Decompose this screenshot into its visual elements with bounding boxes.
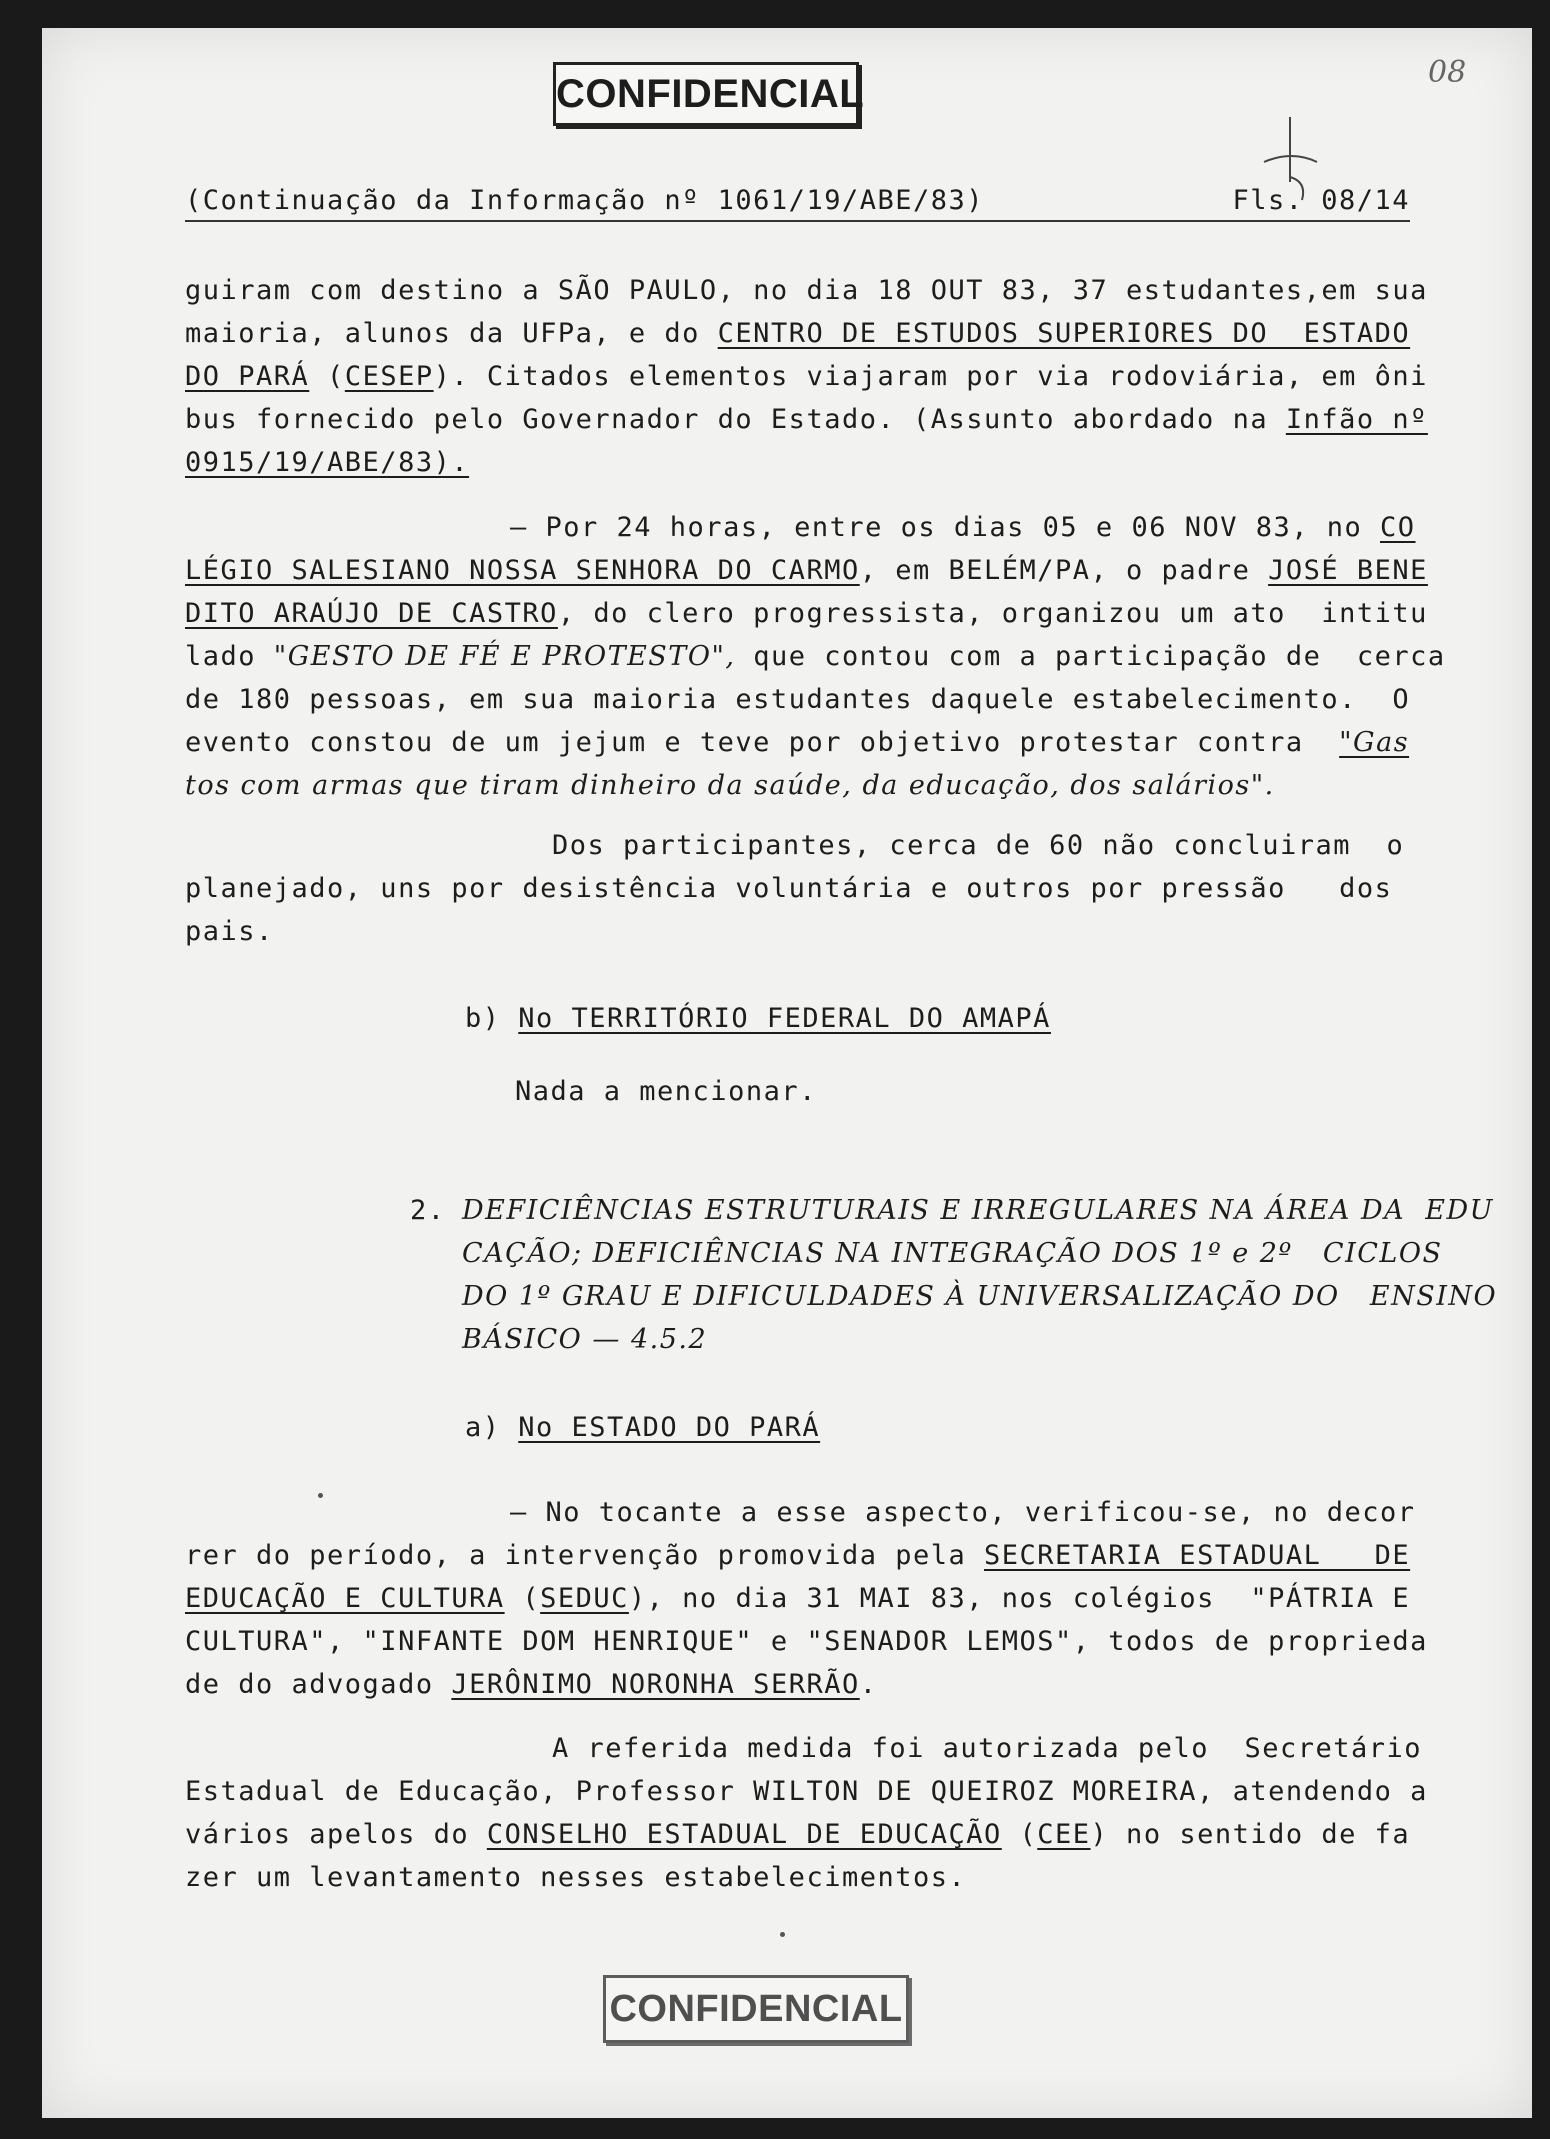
section-2-title-line4: BÁSICO — 4.5.2 [462, 1324, 708, 1355]
section-2-title-line3: DO 1º GRAU E DIFICULDADES À UNIVERSALIZAÇÃO DO ENSINO [462, 1281, 1498, 1312]
p2-line3: DITO ARAÚJO DE CASTRO, do clero progressista, organizou um ato intitu [185, 598, 1428, 629]
p5-line3: vários apelos do CONSELHO ESTADUAL DE EDUCAÇÃO (CEE) no sentido de fa [185, 1819, 1411, 1850]
handwritten-page-number: 08 [1428, 55, 1467, 90]
p2-line7: tos com armas que tiram dinheiro da saúde, da educação, dos salários". [185, 770, 1275, 801]
section-2-title-line2: CAÇÃO; DEFICIÊNCIAS NA INTEGRAÇÃO DOS 1º e 2º CICLOS [462, 1238, 1443, 1269]
p3-line1: Dos participantes, cerca de 60 não concluiram o [552, 830, 1405, 861]
p2-line4: lado "GESTO DE FÉ E PROTESTO", que contou com a participação de cerca [185, 641, 1446, 672]
p2-line1: — Por 24 horas, entre os dias 05 e 06 NOV 83, no CO [510, 512, 1416, 543]
p4-line5: de do advogado JERÔNIMO NORONHA SERRÃO. [185, 1669, 878, 1700]
p4-line4: CULTURA", "INFANTE DOM HENRIQUE" e "SENADOR LEMOS", todos de proprieda [185, 1626, 1428, 1657]
p2-line5: de 180 pessoas, em sua maioria estudantes daquele estabelecimento. O [185, 684, 1411, 715]
scan-speck [318, 1493, 323, 1498]
p5-line4: zer um levantamento nesses estabelecimentos. [185, 1862, 967, 1893]
p2-line6: evento constou de um jejum e teve por objetivo protestar contra "Gas [185, 727, 1410, 758]
p1-line5: 0915/19/ABE/83). [185, 447, 470, 478]
scan-speck [780, 1932, 785, 1937]
header-folio: Fls. 08/14 [1232, 185, 1410, 216]
p3-line3: pais. [185, 916, 274, 947]
p1-line2: maioria, alunos da UFPa, e do CENTRO DE ESTUDOS SUPERIORES DO ESTADO [185, 318, 1411, 349]
section-2-title-line1: DEFICIÊNCIAS ESTRUTURAIS E IRREGULARES NA ÁREA DA EDU [462, 1195, 1494, 1226]
p1-line1: guiram com destino a SÃO PAULO, no dia 18 OUT 83, 37 estudantes,em sua [185, 275, 1428, 306]
p4-line2: rer do período, a intervenção promovida pela SECRETARIA ESTADUAL DE [185, 1540, 1411, 1571]
confidential-stamp-bottom: CONFIDENCIAL [603, 1975, 909, 2043]
header-underline [185, 220, 1410, 222]
p2-line2: LÉGIO SALESIANO NOSSA SENHORA DO CARMO, em BELÉM/PA, o padre JOSÉ BENE [185, 555, 1428, 586]
p5-line1: A referida medida foi autorizada pelo Secretário [552, 1733, 1423, 1764]
p1-line4: bus fornecido pelo Governador do Estado. (Assunto abordado na Infão nº [185, 404, 1428, 435]
confidential-stamp-top: CONFIDENCIAL [553, 62, 859, 126]
p5-line2: Estadual de Educação, Professor WILTON DE QUEIROZ MOREIRA, atendendo a [185, 1776, 1428, 1807]
p1-line3: DO PARÁ (CESEP). Citados elementos viajaram por via rodoviária, em ôni [185, 361, 1428, 392]
section-b-body: Nada a mencionar. [515, 1076, 817, 1107]
header-reference: (Continuação da Informação nº 1061/19/ABE/83) [185, 185, 984, 216]
p3-line2: planejado, uns por desistência voluntária e outros por pressão dos [185, 873, 1393, 904]
section-b-heading: b) No TERRITÓRIO FEDERAL DO AMAPÁ [465, 1003, 1051, 1034]
section-a-heading: a) No ESTADO DO PARÁ [465, 1412, 821, 1443]
section-2-number: 2. [410, 1195, 446, 1226]
continuation-header [185, 185, 1410, 216]
p4-line3: EDUCAÇÃO E CULTURA (SEDUC), no dia 31 MAI 83, nos colégios "PÁTRIA E [185, 1583, 1411, 1614]
p4-line1: — No tocante a esse aspecto, verificou-se, no decor [510, 1497, 1416, 1528]
